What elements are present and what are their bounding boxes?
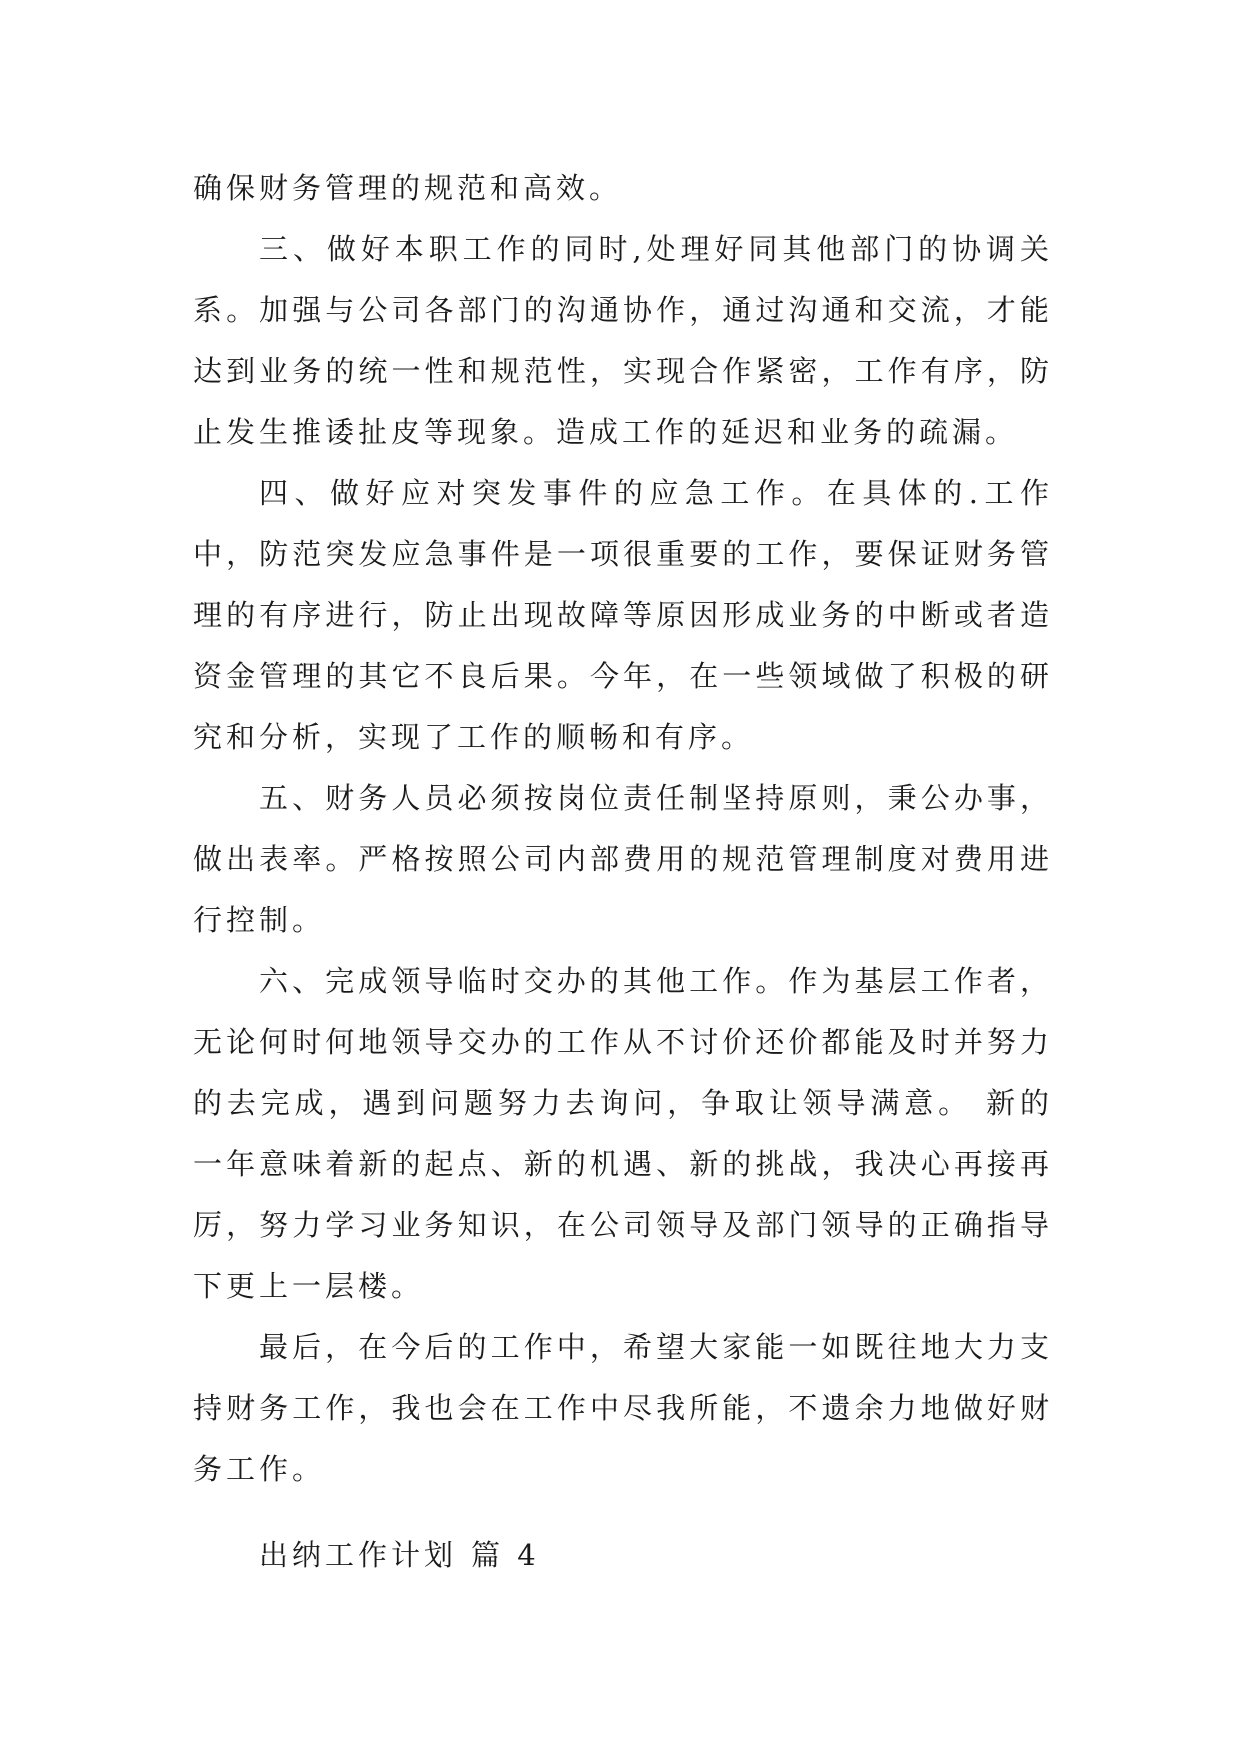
section-heading-part: 篇 4 (471, 1538, 540, 1572)
paragraph-closing: 最后，在今后的工作中，希望大家能一如既往地大力支持财务工作，我也会在工作中尽我所能，不遗余力地做好财务工作。 (193, 1330, 1053, 1486)
section-heading (259, 1525, 540, 1586)
paragraph-item-3: 三、做好本职工作的同时,处理好同其他部门的协调关系。加强与公司各部门的沟通协作，通过沟通和交流，才能达到业务的统一性和规范性，实现合作紧密，工作有序，防止发生推诿扯皮等现象。造成工作的延迟和业务的疏漏。 (193, 232, 1053, 449)
document-body (193, 158, 1053, 1500)
paragraph-item-6: 六、完成领导临时交办的其他工作。作为基层工作者，无论何时何地领导交办的工作从不讨价还价都能及时并努力的去完成，遇到问题努力去询问，争取让领导满意。 新的一年意味着新的起点、新的机遇、新的挑战，我决心再接再厉，努力学习业务知识，在公司领导及部门领导的正确指导下更上一层楼。 (193, 964, 1053, 1303)
paragraph-item-4: 四、做好应对突发事件的应急工作。在具体的.工作中，防范突发应急事件是一项很重要的工作，要保证财务管理的有序进行，防止出现故障等原因形成业务的中断或者造资金管理的其它不良后果。今年，在一些领域做了积极的研究和分析，实现了工作的顺畅和有序。 (193, 476, 1053, 754)
paragraph-continuation: 确保财务管理的规范和高效。 (193, 171, 623, 205)
section-heading-title: 出纳工作计划 (259, 1538, 458, 1572)
paragraph-item-5: 五、财务人员必须按岗位责任制坚持原则，秉公办事，做出表率。严格按照公司内部费用的规范管理制度对费用进行控制。 (193, 781, 1053, 937)
